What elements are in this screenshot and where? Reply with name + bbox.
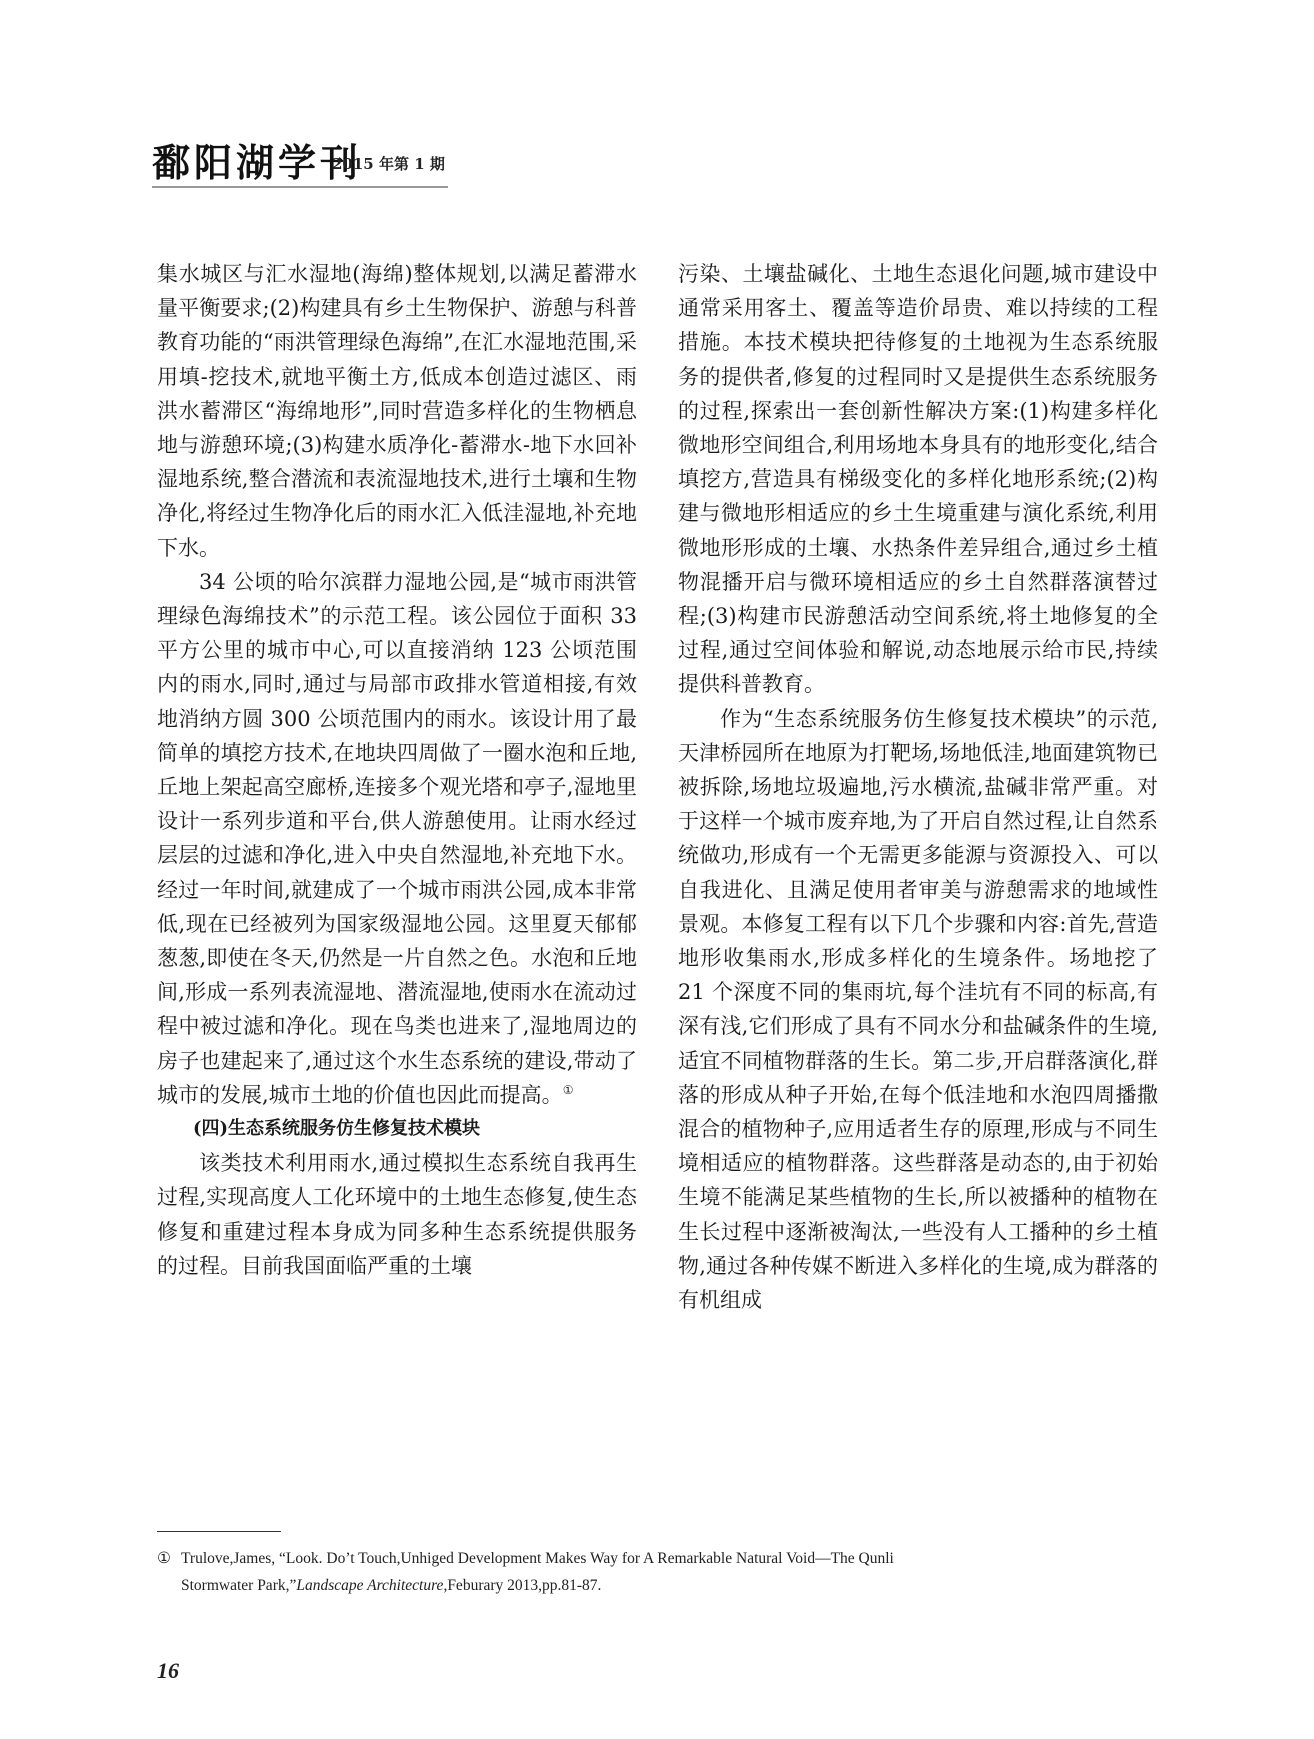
footnote: [157, 1545, 1160, 1599]
footnote-text: ,Feburary 2013,pp.81-87.: [443, 1577, 602, 1594]
footnote-line: [157, 1545, 1160, 1572]
section-subheading: (四)生态系统服务仿生修复技术模块: [193, 1118, 481, 1140]
paragraph: 该类技术利用雨水,通过模拟生态系统自我再生过程,实现高度人工化环境中的土地生态修复,使生态修复和重建过程本身成为同多种生态系统提供服务的过程。目前我国面临严重的土壤: [157, 1151, 637, 1278]
paragraph: [157, 565, 637, 1112]
footnote-reference[interactable]: ①: [562, 1082, 574, 1097]
paragraph: 污染、土壤盐碱化、土地生态退化问题,城市建设中通常采用客土、覆盖等造价昂贵、难以持续的工程措施。本技术模块把待修复的土地视为生态系统服务的提供者,修复的过程同时又是提供生态系统服务的过程,探索出一套创新性解决方案:(1)构建多样化微地形空间组合,利用场地本身具有的地形变化,结合填挖方,营造具有梯级变化的多样化地形系统;(2)构建与微地形相适应的乡土生境重建与演化系统,利用微地形形成的土壤、水热条件差异组合,通过乡土植物混播开启与微环境相适应的乡土自然群落演替过程;(3)构建市民游憩活动空间系统,将土地修复的全过程,通过空间体验和解说,动态地展示给市民,持续提供科普教育。: [678, 262, 1158, 697]
page-number: 16: [157, 1658, 179, 1683]
footnote-line: [157, 1572, 1160, 1599]
left-column: [157, 257, 637, 1283]
header-divider: [152, 186, 448, 188]
footnote-divider: [157, 1531, 281, 1532]
paragraph: 作为“生态系统服务仿生修复技术模块”的示范,天津桥园所在地原为打靶场,场地低洼,地面建筑物已被拆除,场地垃圾遍地,污水横流,盐碱非常严重。对于这样一个城市废弃地,为了开启自然过程,让自然系统做功,形成有一个无需更多能源与资源投入、可以自我进化、且满足使用者审美与游憩需求的地域性景观。本修复工程有以下几个步骤和内容:首先,营造地形收集雨水,形成多样化的生境条件。场地挖了 21 个深度不同的集雨坑,每个洼坑有不同的标高,有深有浅,它们形成了具有不同水分和盐碱条件的生境,适宜不同植物群落的生长。第二步,开启群落演化,群落的形成从种子开始,在每个低洼地和水泡四周播撒混合的植物种子,应用适者生存的原理,形成与不同生境相适应的植物群落。这些群落是动态的,由于初始生境不能满足某些植物的生长,所以被播种的植物在生长过程中逐渐被淘汰,一些没有人工播种的乡土植物,通过各种传媒不断进入多样化的生境,成为群落的有机组成: [678, 706, 1158, 1313]
footnote-marker: ①: [157, 1550, 171, 1567]
running-header: [152, 138, 448, 188]
right-column: [678, 257, 1158, 1317]
footnote-text: Stormwater Park,”: [181, 1577, 297, 1594]
journal-logo: 鄱阳湖学刊: [152, 140, 363, 185]
footnote-text: Trulove,James, “Look. Do’t Touch,Unhiged Development Makes Way for A Remarkable Natural Void—The Qunli: [181, 1550, 894, 1567]
footnote-journal-title: Landscape Architecture: [296, 1577, 444, 1594]
paragraph: 集水城区与汇水湿地(海绵)整体规划,以满足蓄滞水量平衡要求;(2)构建具有乡土生物保护、游憩与科普教育功能的“雨洪管理绿色海绵”,在汇水湿地范围,采用填-挖技术,就地平衡土方,低成本创造过滤区、雨洪水蓄滞区“海绵地形”,同时营造多样化的生物栖息地与游憩环境;(3)构建水质净化-蓄滞水-地下水回补湿地系统,整合潜流和表流湿地技术,进行土壤和生物净化,将经过生物净化后的雨水汇入低洼湿地,补充地下水。: [157, 262, 637, 560]
issue-label: 2015 年第 1 期: [332, 155, 445, 173]
paragraph-text: 34 公顷的哈尔滨群力湿地公园,是“城市雨洪管理绿色海绵技术”的示范工程。该公园位于面积 33 平方公里的城市中心,可以直接消纳 123 公顷范围内的雨水,同时,通过与局部市政排水管道相接,有效地消纳方圆 300 公顷范围内的雨水。该设计用了最简单的填挖方技术,在地块四周做了一圈水泡和丘地,丘地上架起高空廊桥,连接多个观光塔和亭子,湿地里设计一系列步道和平台,供人游憩使用。让雨水经过层层的过滤和净化,进入中央自然湿地,补充地下水。经过一年时间,就建成了一个城市雨洪公园,成本非常低,现在已经被列为国家级湿地公园。这里夏天郁郁葱葱,即使在冬天,仍然是一片自然之色。水泡和丘地间,形成一系列表流湿地、潜流湿地,使雨水在流动过程中被过滤和净化。现在鸟类也进来了,湿地周边的房子也建起来了,通过这个水生态系统的建设,带动了城市的发展,城市土地的价值也因此而提高。: [157, 569, 637, 1107]
